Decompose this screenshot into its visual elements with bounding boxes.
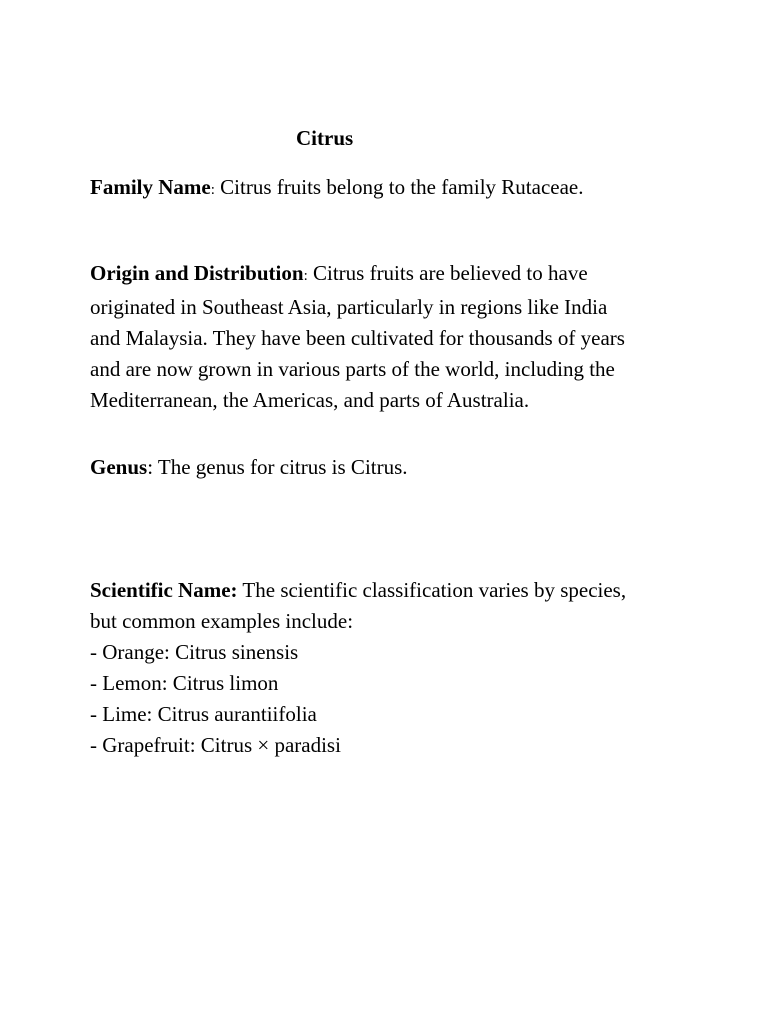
origin-line-5: Mediterranean, the Americas, and parts of Australia. bbox=[90, 388, 530, 412]
origin-distribution-paragraph bbox=[90, 258, 690, 416]
scientific-line-2: but common examples include: bbox=[90, 609, 354, 633]
origin-line-4: and are now grown in various parts of the world, including the bbox=[90, 357, 615, 381]
list-item-lime: - Lime: Citrus aurantiifolia bbox=[90, 702, 317, 726]
list-item-lemon: - Lemon: Citrus limon bbox=[90, 671, 279, 695]
scientific-name-label: Scientific Name: bbox=[90, 578, 238, 602]
genus-paragraph bbox=[90, 452, 690, 483]
origin-line-2: originated in Southeast Asia, particularly in regions like India bbox=[90, 295, 608, 319]
family-name-text: Citrus fruits belong to the family Rutaceae. bbox=[214, 175, 584, 199]
family-name-label: Family Name bbox=[90, 175, 211, 199]
scientific-line-1 bbox=[90, 575, 690, 606]
list-item-grapefruit: - Grapefruit: Citrus × paradisi bbox=[90, 733, 341, 757]
family-name-separator: : bbox=[210, 182, 215, 198]
origin-line-3: and Malaysia. They have been cultivated for thousands of years bbox=[90, 326, 625, 350]
genus-text: : The genus for citrus is Citrus. bbox=[147, 455, 408, 479]
list-item-orange: - Orange: Citrus sinensis bbox=[90, 640, 299, 664]
family-name-paragraph bbox=[90, 172, 690, 206]
origin-line-1 bbox=[90, 258, 690, 292]
scientific-text-1: The scientific classification varies by species, bbox=[237, 578, 627, 602]
page-title: Citrus bbox=[296, 126, 354, 150]
scientific-name-paragraph bbox=[90, 575, 690, 761]
origin-distribution-label: Origin and Distribution bbox=[90, 261, 304, 285]
origin-text-1: Citrus fruits are believed to have bbox=[307, 261, 588, 285]
origin-distribution-separator: : bbox=[303, 268, 308, 284]
genus-label: Genus bbox=[90, 455, 148, 479]
